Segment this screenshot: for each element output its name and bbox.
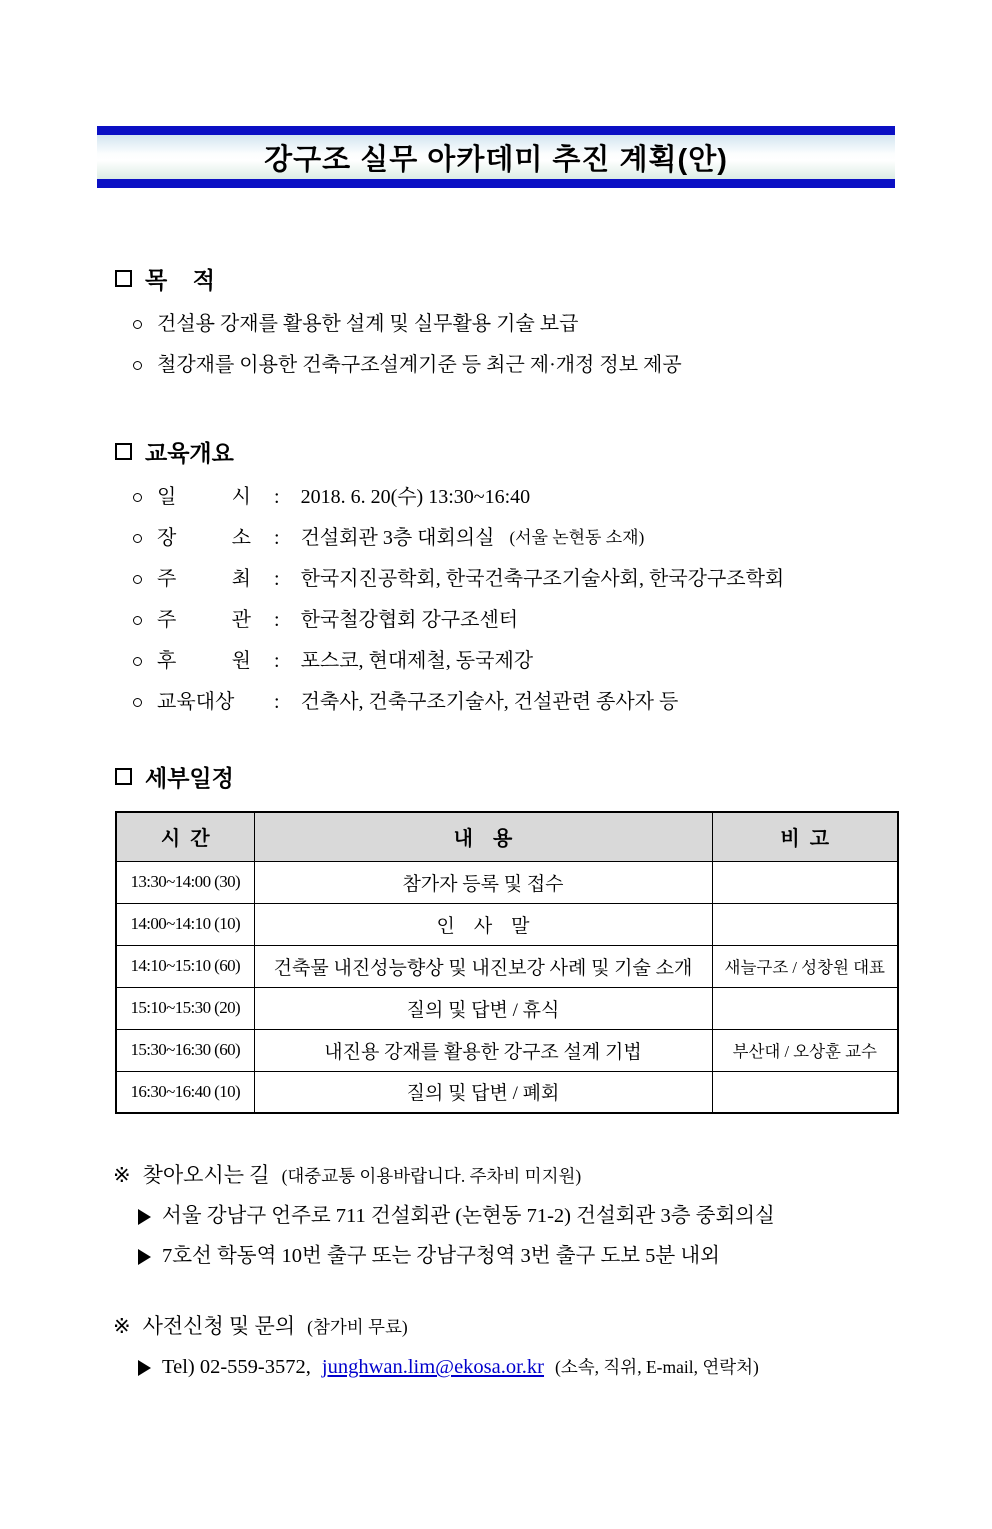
- overview-item-value: 포스코, 현대제철, 동국제강: [300, 650, 534, 672]
- overview-item-value: 한국지진공학회, 한국건축구조기술사회, 한국강구조학회: [300, 568, 785, 590]
- label-separator: :: [274, 691, 280, 713]
- circle-bullet-icon: [133, 534, 142, 543]
- overview-item-value: 2018. 6. 20(수) 13:30~16:40: [300, 486, 531, 508]
- section-heading-schedule: [115, 760, 992, 793]
- tel-text: Tel) 02-559-3572,: [162, 1356, 311, 1378]
- overview-item-label: 일 시: [157, 486, 251, 508]
- label-separator: :: [274, 527, 280, 549]
- overview-item-host: [133, 567, 992, 591]
- purpose-item: [133, 312, 992, 336]
- square-bullet-icon: [115, 270, 132, 287]
- cell-time: 14:00~14:10 (10): [116, 903, 254, 945]
- contact-heading-note: (참가비 무료): [307, 1317, 408, 1337]
- cell-content: 질의 및 답변 / 폐회: [254, 1071, 712, 1113]
- section-heading-purpose: [115, 262, 992, 295]
- cell-note: 새늘구조 / 성창원 대표: [712, 945, 898, 987]
- directions-heading: [113, 1162, 992, 1189]
- directions-item-text: 7호선 학동역 10번 출구 또는 강남구청역 3번 출구 도보 5분 내외: [162, 1245, 720, 1267]
- cell-note: [712, 1071, 898, 1113]
- purpose-item-text: 건설용 강재를 활용한 설계 및 실무활용 기술 보급: [157, 313, 579, 335]
- overview-item-value: 건축사, 건축구조기술사, 건설관련 종사자 등: [300, 691, 679, 713]
- cell-note: [712, 861, 898, 903]
- circle-bullet-icon: [133, 616, 142, 625]
- reference-mark-icon: ※: [113, 1163, 131, 1187]
- table-row: [116, 861, 898, 903]
- directions-heading-label: 찾아오시는 길: [142, 1163, 270, 1187]
- table-row: [116, 945, 898, 987]
- title-banner: [97, 126, 895, 188]
- circle-bullet-icon: [133, 698, 142, 707]
- purpose-item: [133, 353, 992, 377]
- purpose-item-text: 철강재를 이용한 건축구조설계기준 등 최근 제·개정 정보 제공: [157, 354, 682, 376]
- label-separator: :: [274, 650, 280, 672]
- table-row: [116, 1029, 898, 1071]
- banner-top-bar: [97, 126, 895, 135]
- arrow-bullet-icon: [138, 1209, 151, 1225]
- cell-time: 15:30~16:30 (60): [116, 1029, 254, 1071]
- col-header-note: 비 고: [712, 812, 898, 861]
- circle-bullet-icon: [133, 575, 142, 584]
- cell-content: 내진용 강재를 활용한 강구조 설계 기법: [254, 1029, 712, 1071]
- contact-heading-label: 사전신청 및 문의: [142, 1314, 296, 1338]
- cell-time: 13:30~14:00 (30): [116, 861, 254, 903]
- directions-item-address: [138, 1204, 992, 1229]
- overview-heading-label: 교육개요: [145, 440, 234, 466]
- purpose-heading-label: 목 적: [145, 267, 215, 293]
- circle-bullet-icon: [133, 493, 142, 502]
- directions-heading-note: (대중교통 이용바랍니다. 주차비 미지원): [281, 1166, 582, 1186]
- col-header-time: 시 간: [116, 812, 254, 861]
- cell-content: 질의 및 답변 / 휴식: [254, 987, 712, 1029]
- overview-item-label: 장 소: [157, 527, 251, 549]
- label-separator: :: [274, 568, 280, 590]
- section-heading-overview: [115, 435, 992, 468]
- page-title-area: [97, 135, 895, 179]
- table-row: [116, 903, 898, 945]
- cell-time: 15:10~15:30 (20): [116, 987, 254, 1029]
- circle-bullet-icon: [133, 361, 142, 370]
- overview-item-audience: [133, 690, 992, 714]
- cell-note: [712, 903, 898, 945]
- overview-item-value: 건설회관 3층 대회의실: [300, 527, 495, 549]
- directions-item-text: 서울 강남구 언주로 711 건설회관 (논현동 71-2) 건설회관 3층 중회의실: [162, 1205, 775, 1227]
- reference-mark-icon: ※: [113, 1314, 131, 1338]
- overview-item-label: 주 최: [157, 568, 251, 590]
- overview-item-label: 후 원: [157, 650, 251, 672]
- cell-note: [712, 987, 898, 1029]
- table-row: [116, 987, 898, 1029]
- banner-bottom-bar: [97, 179, 895, 188]
- overview-item-datetime: [133, 485, 992, 509]
- table-row: [116, 1071, 898, 1113]
- overview-item-label: 주 관: [157, 609, 251, 631]
- cell-content: 인 사 말: [254, 903, 712, 945]
- overview-item-sponsor: [133, 649, 992, 673]
- overview-item-note: (서울 논현동 소재): [509, 528, 645, 547]
- contact-heading: [113, 1313, 992, 1340]
- square-bullet-icon: [115, 443, 132, 460]
- arrow-bullet-icon: [138, 1360, 151, 1376]
- email-note: (소속, 직위, E-mail, 연락처): [555, 1357, 759, 1377]
- email-link[interactable]: junghwan.lim@ekosa.or.kr: [321, 1356, 545, 1378]
- label-separator: :: [274, 609, 280, 631]
- contact-item-tel: [138, 1355, 992, 1380]
- overview-item-organizer: [133, 608, 992, 632]
- overview-item-value: 한국철강협회 강구조센터: [300, 609, 519, 631]
- cell-content: 건축물 내진성능향상 및 내진보강 사례 및 기술 소개: [254, 945, 712, 987]
- document-page: [0, 126, 992, 1380]
- circle-bullet-icon: [133, 320, 142, 329]
- cell-note: 부산대 / 오상훈 교수: [712, 1029, 898, 1071]
- cell-content: 참가자 등록 및 접수: [254, 861, 712, 903]
- square-bullet-icon: [115, 768, 132, 785]
- overview-item-place: [133, 526, 992, 550]
- directions-item-subway: [138, 1244, 992, 1269]
- schedule-heading-label: 세부일정: [145, 765, 234, 791]
- col-header-content: 내 용: [254, 812, 712, 861]
- arrow-bullet-icon: [138, 1249, 151, 1265]
- schedule-table: [115, 811, 899, 1114]
- overview-item-label: 교육대상: [157, 691, 235, 713]
- page-title: 강구조 실무 아카데미 추진 계획(안): [264, 143, 728, 176]
- label-separator: :: [274, 486, 280, 508]
- table-header-row: [116, 812, 898, 861]
- cell-time: 16:30~16:40 (10): [116, 1071, 254, 1113]
- cell-time: 14:10~15:10 (60): [116, 945, 254, 987]
- circle-bullet-icon: [133, 657, 142, 666]
